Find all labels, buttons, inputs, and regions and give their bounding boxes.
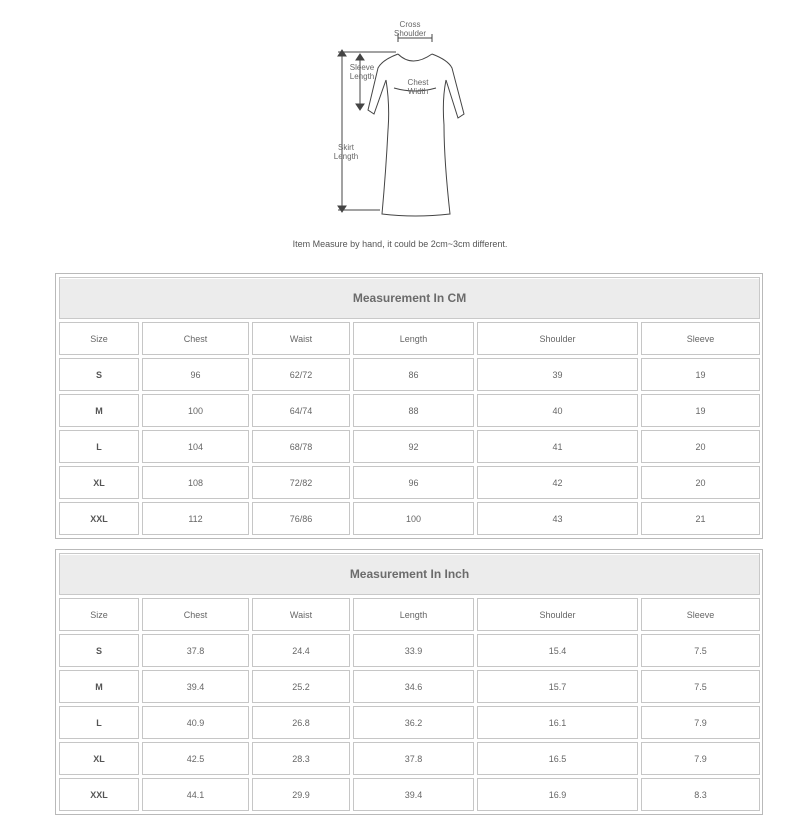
length-cell: 92 (353, 430, 474, 463)
sleeve-cell: 20 (641, 430, 760, 463)
sleeve-cell: 19 (641, 394, 760, 427)
chest-cell: 96 (142, 358, 249, 391)
shoulder-cell: 15.4 (477, 634, 638, 667)
table-row (59, 670, 760, 703)
table-header-row (59, 322, 760, 355)
measurement-note: Item Measure by hand, it could be 2cm~3cm different. (292, 239, 508, 249)
waist-cell: 68/78 (252, 430, 350, 463)
shoulder-cell: 16.9 (477, 778, 638, 811)
table-row (59, 706, 760, 739)
header-sleeve: Sleeve (641, 598, 760, 631)
header-shoulder: Shoulder (477, 322, 638, 355)
chest-cell: 100 (142, 394, 249, 427)
chest-width-label: Chest Width (407, 78, 429, 96)
table-title-inch: Measurement In Inch (59, 553, 760, 595)
chest-cell: 42.5 (142, 742, 249, 775)
size-cell: XXL (59, 778, 139, 811)
size-table-inch (55, 549, 763, 815)
skirt-length-label: Skirt Length (333, 143, 359, 161)
size-table-inch-grid (56, 550, 763, 814)
size-cell: S (59, 634, 139, 667)
chest-cell: 44.1 (142, 778, 249, 811)
waist-cell: 29.9 (252, 778, 350, 811)
chest-cell: 39.4 (142, 670, 249, 703)
header-length: Length (353, 598, 474, 631)
shoulder-cell: 41 (477, 430, 638, 463)
waist-cell: 24.4 (252, 634, 350, 667)
shoulder-cell: 42 (477, 466, 638, 499)
length-cell: 100 (353, 502, 474, 535)
sleeve-cell: 20 (641, 466, 760, 499)
header-chest: Chest (142, 322, 249, 355)
shoulder-cell: 15.7 (477, 670, 638, 703)
header-size: Size (59, 322, 139, 355)
waist-cell: 72/82 (252, 466, 350, 499)
table-row (59, 430, 760, 463)
size-cell: S (59, 358, 139, 391)
table-title-cm: Measurement In CM (59, 277, 760, 319)
waist-cell: 76/86 (252, 502, 350, 535)
header-length: Length (353, 322, 474, 355)
size-table-cm (55, 273, 763, 539)
size-cell: M (59, 394, 139, 427)
table-header-row (59, 598, 760, 631)
header-sleeve: Sleeve (641, 322, 760, 355)
shoulder-cell: 39 (477, 358, 638, 391)
chest-cell: 37.8 (142, 634, 249, 667)
chest-cell: 104 (142, 430, 249, 463)
dress-measurement-diagram (320, 10, 500, 225)
size-cell: L (59, 706, 139, 739)
length-cell: 88 (353, 394, 474, 427)
waist-cell: 62/72 (252, 358, 350, 391)
waist-cell: 28.3 (252, 742, 350, 775)
header-chest: Chest (142, 598, 249, 631)
shoulder-cell: 43 (477, 502, 638, 535)
sleeve-length-label: Sleeve Length (349, 63, 375, 81)
table-row (59, 778, 760, 811)
sleeve-cell: 7.5 (641, 634, 760, 667)
chest-cell: 112 (142, 502, 249, 535)
sleeve-cell: 7.5 (641, 670, 760, 703)
sleeve-cell: 21 (641, 502, 760, 535)
chest-cell: 40.9 (142, 706, 249, 739)
size-table-cm-grid (56, 274, 763, 538)
sleeve-cell: 7.9 (641, 706, 760, 739)
cross-shoulder-label: Cross Shoulder (393, 20, 427, 38)
size-cell: M (59, 670, 139, 703)
sleeve-cell: 7.9 (641, 742, 760, 775)
table-row (59, 358, 760, 391)
length-cell: 96 (353, 466, 474, 499)
size-cell: XL (59, 742, 139, 775)
table-row (59, 634, 760, 667)
shoulder-cell: 40 (477, 394, 638, 427)
waist-cell: 26.8 (252, 706, 350, 739)
size-cell: XXL (59, 502, 139, 535)
size-cell: XL (59, 466, 139, 499)
chest-cell: 108 (142, 466, 249, 499)
sleeve-cell: 8.3 (641, 778, 760, 811)
waist-cell: 64/74 (252, 394, 350, 427)
length-cell: 34.6 (353, 670, 474, 703)
header-shoulder: Shoulder (477, 598, 638, 631)
length-cell: 36.2 (353, 706, 474, 739)
length-cell: 37.8 (353, 742, 474, 775)
length-cell: 33.9 (353, 634, 474, 667)
table-row (59, 394, 760, 427)
length-cell: 86 (353, 358, 474, 391)
header-waist: Waist (252, 598, 350, 631)
shoulder-cell: 16.1 (477, 706, 638, 739)
table-row (59, 466, 760, 499)
header-waist: Waist (252, 322, 350, 355)
size-cell: L (59, 430, 139, 463)
dress-illustration (320, 10, 500, 225)
sleeve-cell: 19 (641, 358, 760, 391)
waist-cell: 25.2 (252, 670, 350, 703)
header-size: Size (59, 598, 139, 631)
length-cell: 39.4 (353, 778, 474, 811)
table-row (59, 742, 760, 775)
shoulder-cell: 16.5 (477, 742, 638, 775)
table-row (59, 502, 760, 535)
